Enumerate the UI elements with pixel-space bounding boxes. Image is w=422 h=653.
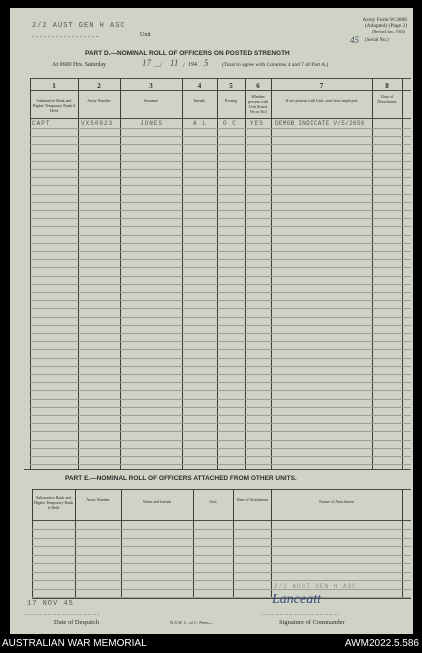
- part-e-header-rank: Substantive Rank and Higher Temporary Rank if Held: [34, 495, 73, 510]
- ruled-line: [32, 555, 411, 556]
- ruled-line: [30, 440, 411, 441]
- ruled-line: [30, 128, 411, 129]
- column-header-present: Whether present with Unit (Insert Yes or No): [248, 94, 268, 114]
- commander-unit-stamp: 2/2 AUST GEN H ASC: [274, 583, 357, 590]
- ruled-line: [30, 194, 411, 195]
- ruled-line: [30, 177, 411, 178]
- column-header-posting: Posting: [224, 98, 237, 103]
- part-e-header-attachment-nature: Nature of Attachment: [319, 499, 354, 504]
- part-e-header-name: Name and Initials: [142, 499, 172, 504]
- ruled-line: [30, 308, 411, 309]
- part-e-header-attachment-date: Date of Attachment: [236, 497, 269, 502]
- ruled-line: [32, 580, 411, 581]
- part-e-col-divider-3: [193, 489, 194, 598]
- part-e-col-divider-1: [75, 489, 76, 598]
- ruled-line: [30, 358, 411, 359]
- column-number: 4: [197, 82, 202, 90]
- ruled-line: [30, 448, 411, 449]
- date-sep-2: /: [183, 63, 185, 69]
- column-number: 6: [256, 82, 260, 90]
- form-revised: (Revised Jan., 1943): [372, 29, 405, 34]
- despatch-label: Date of Despatch: [54, 619, 100, 626]
- despatch-dotted-line: ..............................: [25, 611, 100, 617]
- ruled-line: [30, 464, 411, 465]
- ruled-line: [30, 226, 411, 227]
- column-number: 2: [97, 82, 101, 90]
- ruled-line: [32, 572, 411, 573]
- column-number: 1: [52, 82, 56, 90]
- part-e-header-border: [32, 520, 411, 521]
- ruled-line: [32, 597, 411, 598]
- ruled-line: [30, 161, 411, 162]
- entry-posting: O C: [223, 120, 237, 127]
- part-e-col-divider-5: [271, 489, 272, 598]
- ruled-line: [30, 235, 411, 236]
- ruled-line: [30, 292, 411, 293]
- ruled-line: [30, 415, 411, 416]
- unit-label: Unit: [140, 32, 151, 38]
- column-number: 5: [229, 82, 233, 90]
- column-header-surname: Surname: [143, 98, 159, 103]
- ruled-line: [30, 144, 411, 145]
- date-sep-1: ..../: [154, 63, 162, 69]
- ruled-line: [30, 325, 411, 326]
- part-d-header-border: [30, 118, 411, 119]
- unit-stamp: 2/2 AUST GEN H ASC: [32, 22, 126, 30]
- ruled-line: [30, 136, 411, 137]
- despatch-date-stamp: 17 NOV 45: [27, 600, 74, 608]
- signature-dotted-line: ...............................: [262, 611, 340, 617]
- form-adapted: (Adapted) (Page 2): [364, 23, 407, 29]
- ruled-line: [30, 169, 411, 170]
- ruled-line: [32, 546, 411, 547]
- total-note: (Total to agree with Columns 4 and 7 of Part A.): [222, 62, 329, 68]
- ruled-line: [30, 300, 411, 301]
- ruled-line: [30, 317, 411, 318]
- column-number: 3: [149, 82, 153, 90]
- ruled-line: [30, 210, 411, 211]
- date-day: 17: [142, 58, 151, 68]
- column-number: 8: [385, 82, 389, 90]
- column-number: 7: [319, 82, 324, 90]
- part-e-col-divider-6: [402, 489, 403, 598]
- part-d-numbers-border: [30, 90, 411, 91]
- ruled-line: [30, 218, 411, 219]
- part-e-bottom-border: [32, 598, 411, 599]
- ruled-line: [32, 538, 411, 539]
- entry-army-number: VX50823: [81, 120, 114, 127]
- signature-label: Signature of Commander: [279, 619, 345, 626]
- entry-surname: JONES: [140, 120, 164, 127]
- unit-dotted-line: .................: [32, 30, 100, 39]
- ruled-line: [30, 366, 411, 367]
- ruled-line: [30, 185, 411, 186]
- part-e-header-army-number: Army Number: [86, 497, 110, 502]
- part-d-title: PART D.—NOMINAL ROLL OF OFFICERS ON POSTED STRENGTH: [85, 50, 290, 57]
- date-month: 11: [170, 58, 179, 68]
- ruled-line: [30, 153, 411, 154]
- archive-institution: AUSTRALIAN WAR MEMORIAL: [2, 638, 147, 649]
- part-e-col-divider-2: [121, 489, 122, 598]
- form-title: Army Form W.3008: [362, 17, 407, 23]
- at-hours-label: At 0600 Hrs. Saturday: [52, 62, 106, 68]
- ruled-line: [30, 349, 411, 350]
- ruled-line: [30, 251, 411, 252]
- ruled-line: [30, 276, 411, 277]
- ruled-line: [30, 259, 411, 260]
- ruled-line: [30, 267, 411, 268]
- column-header-employed: If not present with Unit, state how employed.: [285, 98, 359, 103]
- entry-employed: DEMOB INDICATE V/5/2650: [275, 120, 365, 127]
- ruled-line: [30, 284, 411, 285]
- column-header-detachment: Date of Detachment: [377, 94, 397, 104]
- ruled-line: [30, 431, 411, 432]
- year-digit: 5: [204, 58, 209, 68]
- part-e-title: PART E.—NOMINAL ROLL OF OFFICERS ATTACHED FROM OTHER UNITS.: [65, 475, 297, 482]
- ruled-line: [30, 374, 411, 375]
- part-e-top-border: [32, 489, 411, 490]
- column-header-initials: Initials: [193, 98, 206, 103]
- ruled-line: [30, 423, 411, 424]
- ruled-line: [30, 456, 411, 457]
- ruled-line: [30, 202, 411, 203]
- year-prefix: 194: [188, 62, 197, 68]
- ruled-line: [30, 382, 411, 383]
- ruled-line: [32, 529, 411, 530]
- column-header-rank: Substantive Rank and Higher Temporary Rank if Held: [32, 98, 76, 113]
- ruled-line: [32, 563, 411, 564]
- printer-imprint: N.S.W. L. of C. Press—: [170, 620, 214, 625]
- archive-reference: AWM2022.5.586: [344, 638, 419, 649]
- part-d-bottom-border: [24, 469, 411, 470]
- ruled-line: [30, 243, 411, 244]
- entry-initials: A L: [193, 120, 207, 127]
- ruled-line: [30, 399, 411, 400]
- ruled-line: [30, 333, 411, 334]
- form-sheet: [10, 8, 413, 634]
- serial-label: (Serial No.): [365, 38, 389, 43]
- entry-present: YES: [250, 120, 264, 127]
- serial-number: 45: [350, 35, 359, 45]
- part-d-top-border: [30, 78, 411, 79]
- column-header-army-number: Army Number: [87, 98, 111, 103]
- ruled-line: [30, 407, 411, 408]
- ruled-line: [30, 390, 411, 391]
- ruled-line: [30, 341, 411, 342]
- entry-rank: CAPT: [32, 120, 51, 127]
- part-e-col-divider-4: [233, 489, 234, 598]
- part-e-header-unit: Unit: [209, 499, 217, 504]
- commander-signature: Lanceatt: [272, 592, 321, 607]
- archive-caption-bar: [0, 634, 422, 653]
